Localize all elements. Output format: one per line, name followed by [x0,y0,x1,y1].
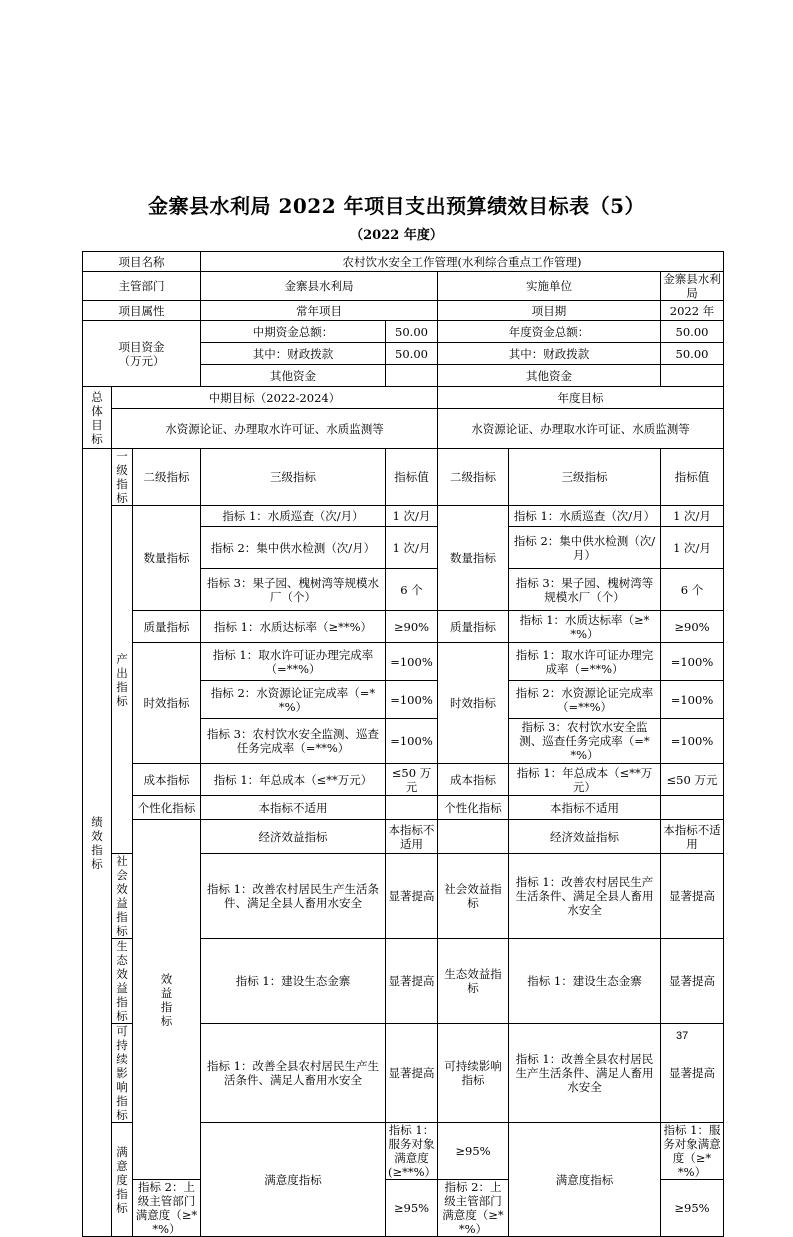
year-satisfaction-1: 指标 1：服务对象满意度（≥**%） [661,1123,724,1180]
quantity-row-1 [83,506,724,527]
impl-label: 实施单位 [438,272,661,301]
year-quality-label: 质量指标 [438,611,509,643]
satisfaction-indicator-label: 满 意 度 指 标 [112,1123,133,1237]
year-other-label: 其他资金 [438,365,661,387]
year-level2-header: 二级指标 [438,449,509,506]
mid-economic-value [438,820,509,854]
mid-social-1-value: 显著提高 [386,854,438,939]
attr-value: 常年项目 [201,301,438,321]
project-name-label: 项目名称 [83,252,201,272]
output-indicator-label: 产 出 指 标 [112,506,133,854]
mid-total-label: 中期资金总额： [201,321,386,343]
personal-row [83,796,724,820]
mid-sustainable-1: 指标 1：改善全县农村居民生产生活条件、满足人畜用水安全 [201,1024,386,1123]
year-quality-1-value: ≥90% [661,611,724,643]
mid-quantity-3-value: 6 个 [386,569,438,611]
year-timeliness-1: 指标 1：取水许可证办理完成率（=**%） [509,643,661,681]
year-ecological-1-value: 显著提高 [661,939,724,1024]
year-other-value [661,365,724,387]
year-quantity-3: 指标 3：果子园、槐树湾等规模水厂（个） [509,569,661,611]
goals-header-row [83,387,724,409]
budget-performance-table [82,251,724,1237]
dept-label: 主管部门 [83,272,201,301]
page-title: 金寨县水利局 2022 年项目支出预算绩效目标表（5） [147,194,645,218]
mid-satisfaction-1-value: ≥95% [438,1123,509,1180]
year-cost-label: 成本指标 [438,764,509,796]
mid-timeliness-3-value: =100% [386,719,438,764]
mid-quantity-3: 指标 3：果子园、槐树湾等规模水厂（个） [201,569,386,611]
funds-total-row [83,321,724,343]
mid-quantity-1: 指标 1：水质巡查（次/月） [201,506,386,527]
year-social-1: 指标 1：改善农村居民生产生活条件、满足全县人畜用水安全 [509,854,661,939]
year-ecological-label: 生态效益指标 [438,939,509,1024]
year-quantity-2-value: 1 次/月 [661,527,724,569]
year-goal-text: 水资源论证、办理取水许可证、水质监测等 [438,409,724,449]
indicator-header-row [83,449,724,506]
year-sustainable-1: 指标 1：改善全县农村居民生产生活条件、满足人畜用水安全 [509,1024,661,1123]
mid-cost-label: 成本指标 [133,764,201,796]
mid-ecological-label: 生态效益指标 [112,939,133,1024]
mid-satisfaction-2-value: ≥95% [386,1180,438,1237]
department-row [83,272,724,301]
mid-quantity-label: 数量指标 [133,506,201,611]
year-quantity-2: 指标 2：集中供水检测（次/月） [509,527,661,569]
cost-row [83,764,724,796]
mid-satisfaction-label: 满意度指标 [201,1123,386,1237]
year-personal-label: 个性化指标 [438,796,509,820]
mid-goal-text: 水资源论证、办理取水许可证、水质监测等 [112,409,438,449]
year-timeliness-2-value: =100% [661,681,724,719]
year-quality-1: 指标 1：水质达标率（≥**%） [509,611,661,643]
mid-quality-label: 质量指标 [133,611,201,643]
mid-social-1: 指标 1：改善农村居民生产生活条件、满足全县人畜用水安全 [201,854,386,939]
mid-sustainable-label: 可持续影响指标 [112,1024,133,1123]
year-sustainable-1-value: 显著提高 [661,1024,724,1123]
attribute-row [83,301,724,321]
attr-label: 项目属性 [83,301,201,321]
funds-label [83,321,201,387]
year-timeliness-3-value: =100% [661,719,724,764]
mid-quality-1: 指标 1：水质达标率（≥**%） [201,611,386,643]
year-timeliness-2: 指标 2：水资源论证完成率（=**%） [509,681,661,719]
funds-unit-text: （万元） [118,353,165,368]
year-cost-1: 指标 1：年总成本（≤**万元） [509,764,661,796]
mid-economic-text: 本指标不适用 [386,820,438,854]
year-value-header: 指标值 [661,449,724,506]
year-timeliness-label: 时效指标 [438,643,509,764]
perf-indicator-label: 绩 效 指 标 [83,449,112,1237]
period-label: 项目期 [438,301,661,321]
economic-row [83,820,724,854]
mid-personal-value [386,796,438,820]
mid-fiscal-value: 50.00 [386,343,438,365]
year-ecological-1: 指标 1：建设生态金寨 [509,939,661,1024]
year-economic-label: 经济效益指标 [509,820,661,854]
year-satisfaction-label: 满意度指标 [509,1123,661,1237]
year-total-value: 50.00 [661,321,724,343]
mid-other-value [386,365,438,387]
year-timeliness-1-value: =100% [661,643,724,681]
mid-level3-header: 三级指标 [201,449,386,506]
goals-content-row [83,409,724,449]
benefit-indicator-label: 效 益 指 标 [133,820,201,1180]
mid-quantity-2-value: 1 次/月 [386,527,438,569]
year-satisfaction-2-value: ≥95% [661,1180,724,1237]
impl-value: 金寨县水利局 [661,272,724,301]
mid-timeliness-2-value: =100% [386,681,438,719]
timeliness-row-1 [83,643,724,681]
year-economic-text: 本指标不适用 [661,820,724,854]
mid-quantity-1-value: 1 次/月 [386,506,438,527]
mid-ecological-1: 指标 1：建设生态金寨 [201,939,386,1024]
mid-satisfaction-2: 指标 2：上级主管部门满意度（≥**%） [133,1180,201,1237]
mid-goal-header: 中期目标（2022-2024） [112,387,438,409]
mid-ecological-1-value: 显著提高 [386,939,438,1024]
mid-timeliness-1: 指标 1：取水许可证办理完成率（=**%） [201,643,386,681]
mid-social-label: 社会效益指标 [112,854,133,939]
mid-sustainable-1-value: 显著提高 [386,1024,438,1123]
mid-timeliness-label: 时效指标 [133,643,201,764]
project-name-row [83,252,724,272]
mid-cost-1-value: ≤50 万元 [386,764,438,796]
year-quantity-1: 指标 1：水质巡查（次/月） [509,506,661,527]
year-personal-text: 本指标不适用 [509,796,661,820]
mid-personal-label: 个性化指标 [133,796,201,820]
mid-economic-label: 经济效益指标 [201,820,386,854]
dept-value: 金寨县水利局 [201,272,438,301]
project-name-value: 农村饮水安全工作管理(水利综合重点工作管理) [201,252,724,272]
mid-value-header: 指标值 [386,449,438,506]
year-goal-header: 年度目标 [438,387,724,409]
mid-timeliness-1-value: =100% [386,643,438,681]
mid-level2-header: 二级指标 [133,449,201,506]
year-social-label: 社会效益指标 [438,854,509,939]
year-quantity-1-value: 1 次/月 [661,506,724,527]
mid-quality-1-value: ≥90% [386,611,438,643]
mid-timeliness-3: 指标 3：农村饮水安全监测、巡查任务完成率（=**%） [201,719,386,764]
period-value: 2022 年 [661,301,724,321]
funds-label-text: 项目资金 [118,339,165,354]
mid-fiscal-label: 其中：财政拨款 [201,343,386,365]
year-fiscal-value: 50.00 [661,343,724,365]
mid-quantity-2: 指标 2：集中供水检测（次/月） [201,527,386,569]
year-social-1-value: 显著提高 [661,854,724,939]
year-sustainable-label: 可持续影响指标 [438,1024,509,1123]
mid-timeliness-2: 指标 2：水资源论证完成率（=**%） [201,681,386,719]
year-personal-value [661,796,724,820]
year-quantity-label: 数量指标 [438,506,509,611]
mid-cost-1: 指标 1：年总成本（≤**万元） [201,764,386,796]
quality-row [83,611,724,643]
year-fiscal-label: 其中：财政拨款 [438,343,661,365]
year-quantity-3-value: 6 个 [661,569,724,611]
year-satisfaction-2: 指标 2：上级主管部门满意度（≥**%） [438,1180,509,1237]
overall-goal-label: 总 体 目 标 [83,387,112,449]
mid-other-label: 其他资金 [201,365,386,387]
mid-total-value: 50.00 [386,321,438,343]
year-level3-header: 三级指标 [509,449,661,506]
mid-personal-text: 本指标不适用 [201,796,386,820]
year-total-label: 年度资金总额： [438,321,661,343]
page-subtitle: （2022 年度） [350,228,443,243]
mid-satisfaction-1: 指标 1：服务对象满意度(≥**%） [386,1123,438,1180]
page-number: 37 [676,1030,689,1042]
level1-header: 一 级 指 标 [112,449,133,506]
year-cost-1-value: ≤50 万元 [661,764,724,796]
year-timeliness-3: 指标 3：农村饮水安全监测、巡查任务完成率（=**%） [509,719,661,764]
